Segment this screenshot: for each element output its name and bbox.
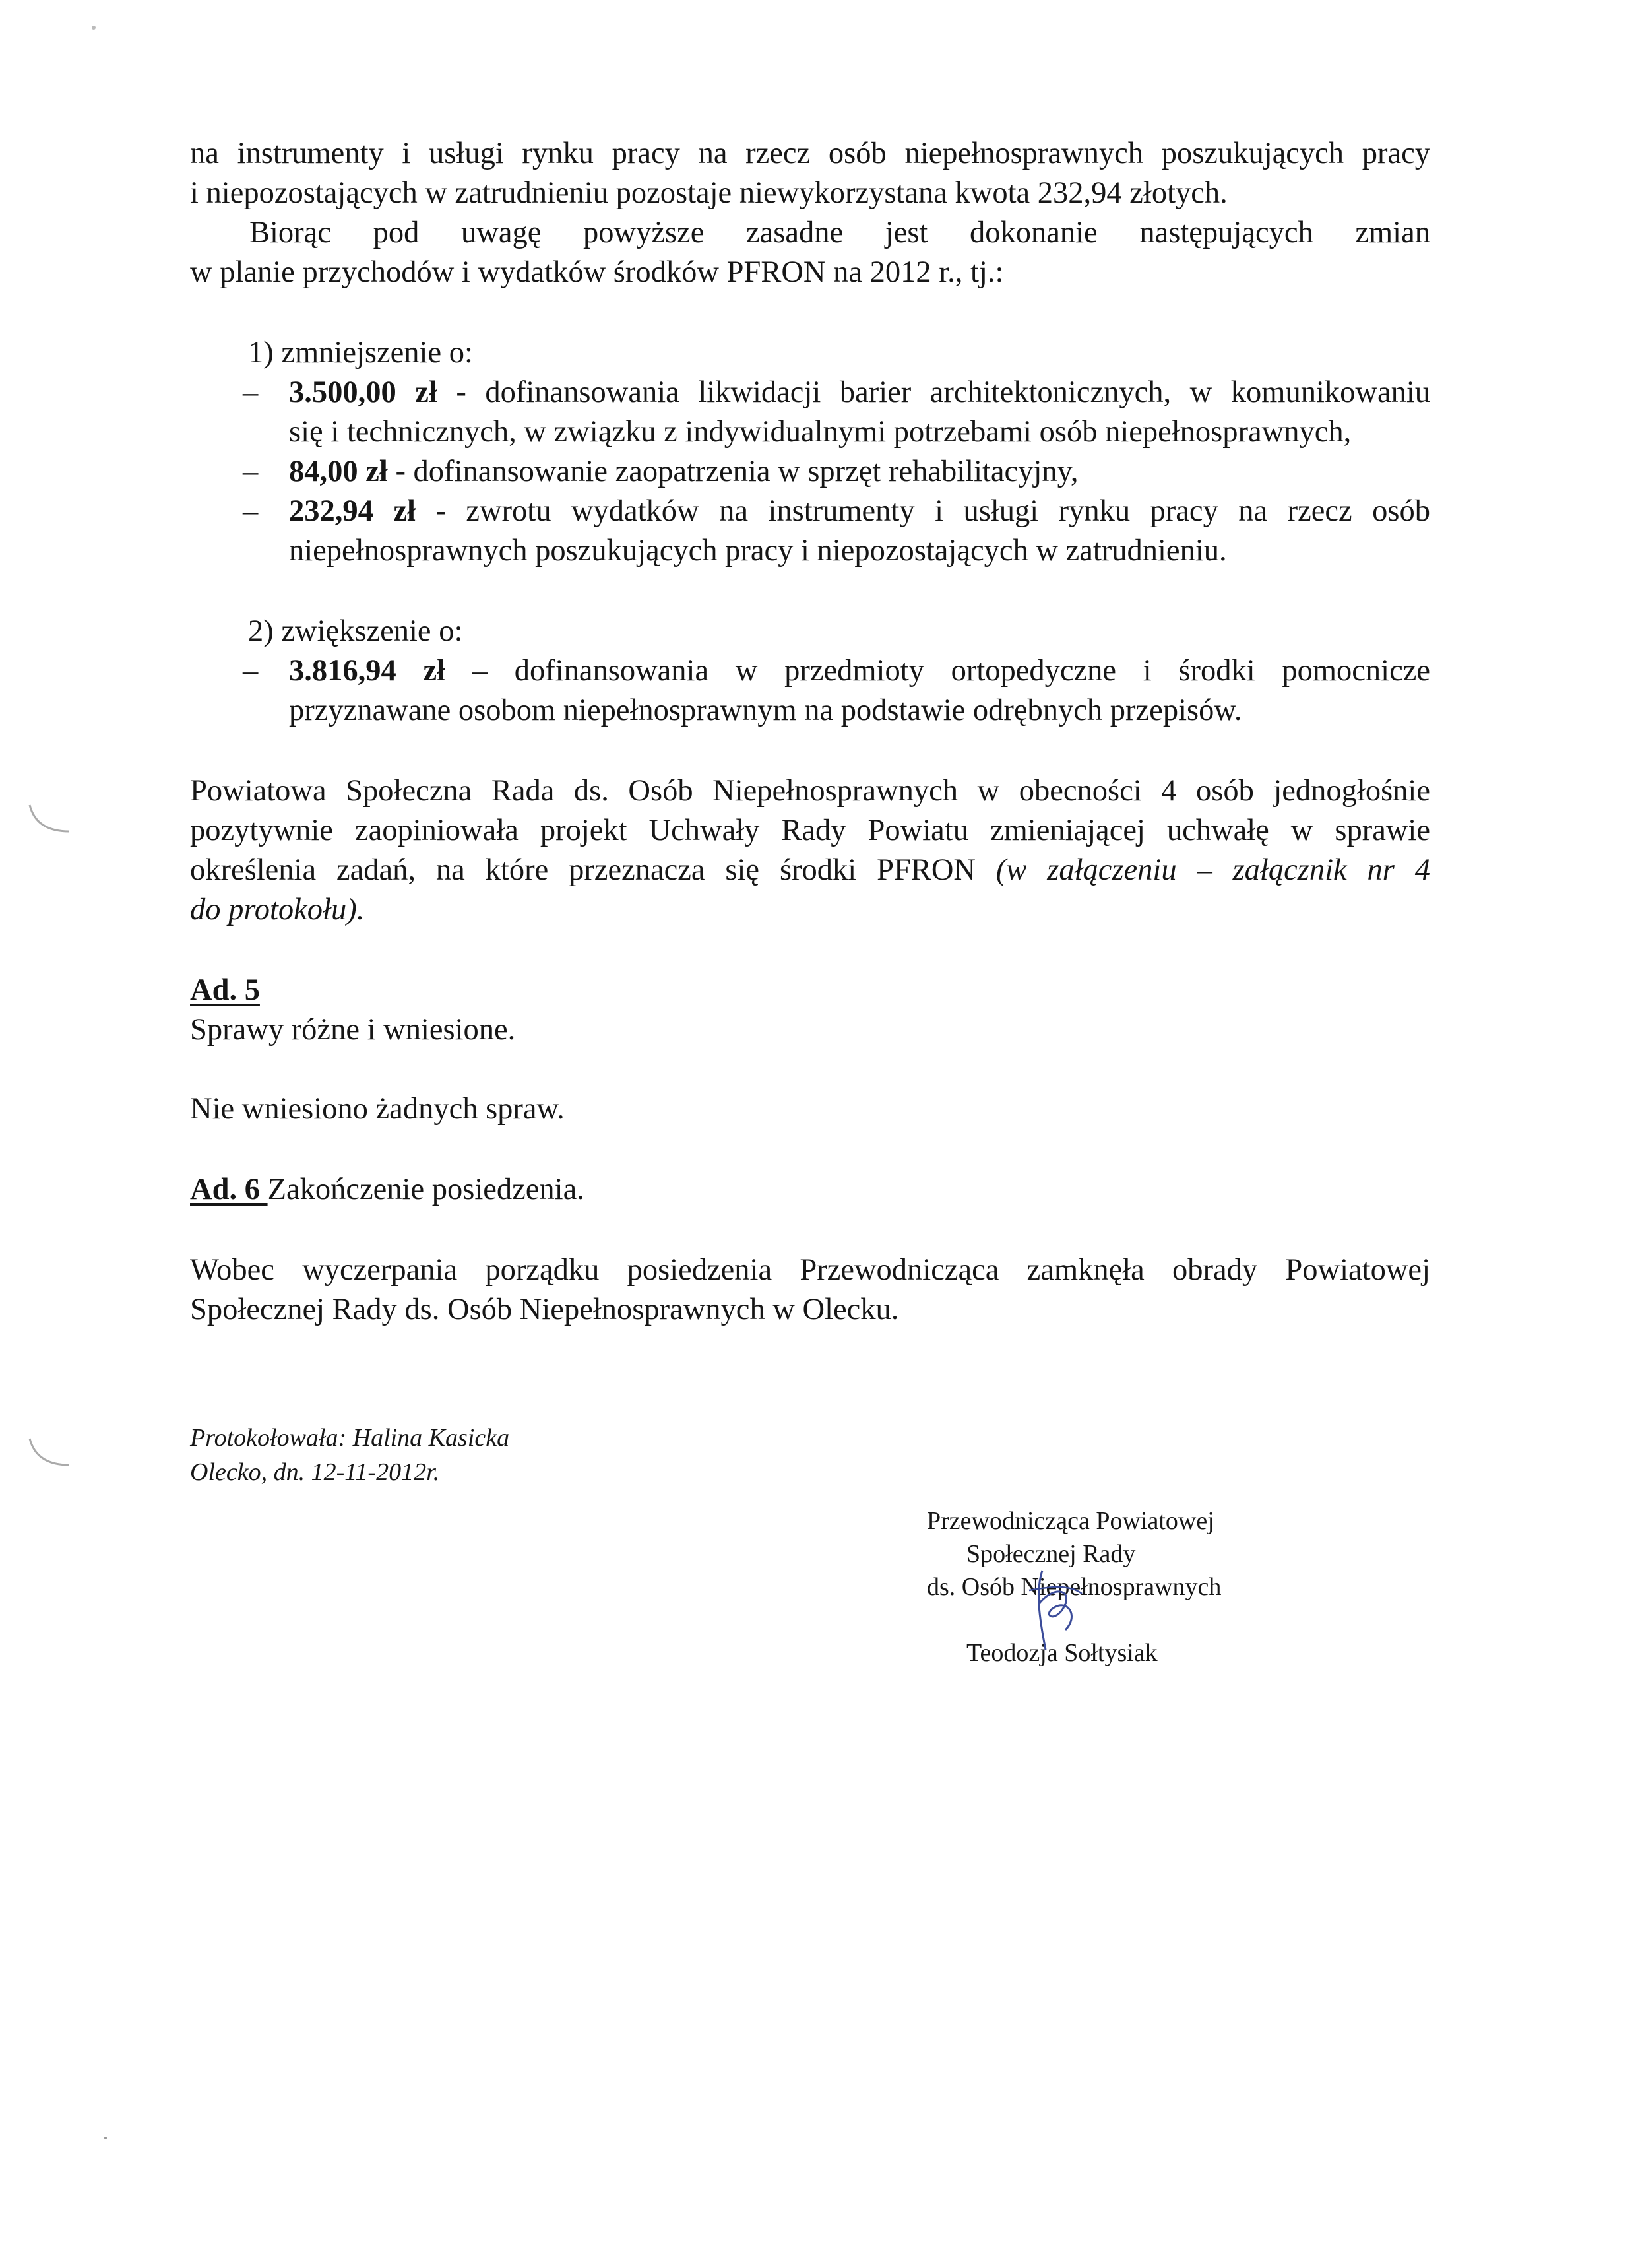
intro-line-1: na instrumenty i usługi rynku pracy na rzecz osób niepełnosprawnych poszukujących pracy [190,137,1430,170]
section1-heading: 1) zmniejszenie o: [248,336,473,370]
ad5-body: Nie wniesiono żadnych spraw. [190,1092,565,1126]
chair-title-line-1: Przewodnicząca Powiatowej [927,1507,1214,1535]
list-item [190,373,1430,412]
item-text-continued: niepełnosprawnych poszukujących pracy i niepozostających w zatrudnieniu. [289,534,1227,567]
recorder-block [190,1421,509,1489]
ad6-label: Ad. 6 [190,1173,268,1206]
scan-artifact-bottom [99,2131,112,2145]
item-amount: 3.500,00 zł [289,375,437,409]
attachment-reference-end: do protokołu). [190,893,365,926]
recorder-name: Protokołowała: Halina Kasicka [190,1424,510,1452]
council-para-line-3 [190,851,1430,890]
attachment-reference: (w załączeniu – załącznik nr 4 [995,853,1430,887]
document-body [190,134,1430,1330]
list-item [190,651,1430,691]
list-dash: – [243,455,259,488]
closing-line-2: Społecznej Rady ds. Osób Niepełnosprawnych w Olecku. [190,1293,899,1326]
item-amount: 232,94 zł [289,494,416,528]
item-text: – dofinansowania w przedmioty ortopedyczne i środki pomocnicze [445,654,1430,688]
scan-artifact-left-arc-1 [23,792,76,845]
chair-name: Teodozja Sołtysiak [966,1639,1158,1667]
scan-artifact-top-left [86,20,106,40]
ad5-label: Ad. 5 [190,973,260,1007]
item-text: - zwrotu wydatków na instrumenty i usługi rynku pracy na rzecz osób [415,494,1430,528]
list-dash: – [243,494,259,528]
item-text-continued: przyznawane osobom niepełnosprawnym na podstawie odrębnych przepisów. [289,694,1242,727]
list-item [190,452,1430,492]
scan-artifact-left-arc-2 [23,1425,76,1478]
handwritten-signature [1016,1564,1088,1656]
item-text-continued: się i technicznych, w związku z indywidualnymi potrzebami osób niepełnosprawnych, [289,415,1352,449]
intro-line-4: w planie przychodów i wydatków środków PFRON na 2012 r., tj.: [190,255,1004,289]
list-dash: – [243,375,259,409]
item-amount: 84,00 zł [289,455,388,488]
ad6-heading [190,1170,1430,1210]
closing-line-1: Wobec wyczerpania porządku posiedzenia Przewodnicząca zamknęła obrady Powiatowej [190,1253,1430,1287]
ad5-title: Sprawy różne i wniesione. [190,1013,516,1047]
chair-title-line-2: Społecznej Rady [966,1540,1136,1568]
intro-line-3: Biorąc pod uwagę powyższe zasadne jest dokonanie następujących zmian [249,216,1430,249]
ad6-title: Zakończenie posiedzenia. [267,1173,584,1206]
item-amount: 3.816,94 zł [289,654,446,688]
council-para-line-1: Powiatowa Społeczna Rada ds. Osób Niepełnosprawnych w obecności 4 osób jednogłośnie [190,774,1430,808]
chair-title-line-3: ds. Osób Niepełnosprawnych [927,1573,1222,1601]
council-para-line-3-text: określenia zadań, na które przeznacza się środki PFRON [190,853,996,887]
section2-heading: 2) zwiększenie o: [248,614,463,648]
council-para-line-2: pozytywnie zaopiniowała projekt Uchwały Rady Powiatu zmieniającej uchwałę w sprawie [190,814,1430,847]
list-item [190,492,1430,531]
intro-line-2: i niepozostających w zatrudnieniu pozostaje niewykorzystana kwota 232,94 złotych. [190,176,1228,210]
item-text: - dofinansowania likwidacji barier architektonicznych, w komunikowaniu [437,375,1430,409]
recorder-date: Olecko, dn. 12-11-2012r. [190,1458,440,1486]
list-dash: – [243,654,259,688]
item-text: - dofinansowanie zaopatrzenia w sprzęt rehabilitacyjny, [387,455,1079,488]
